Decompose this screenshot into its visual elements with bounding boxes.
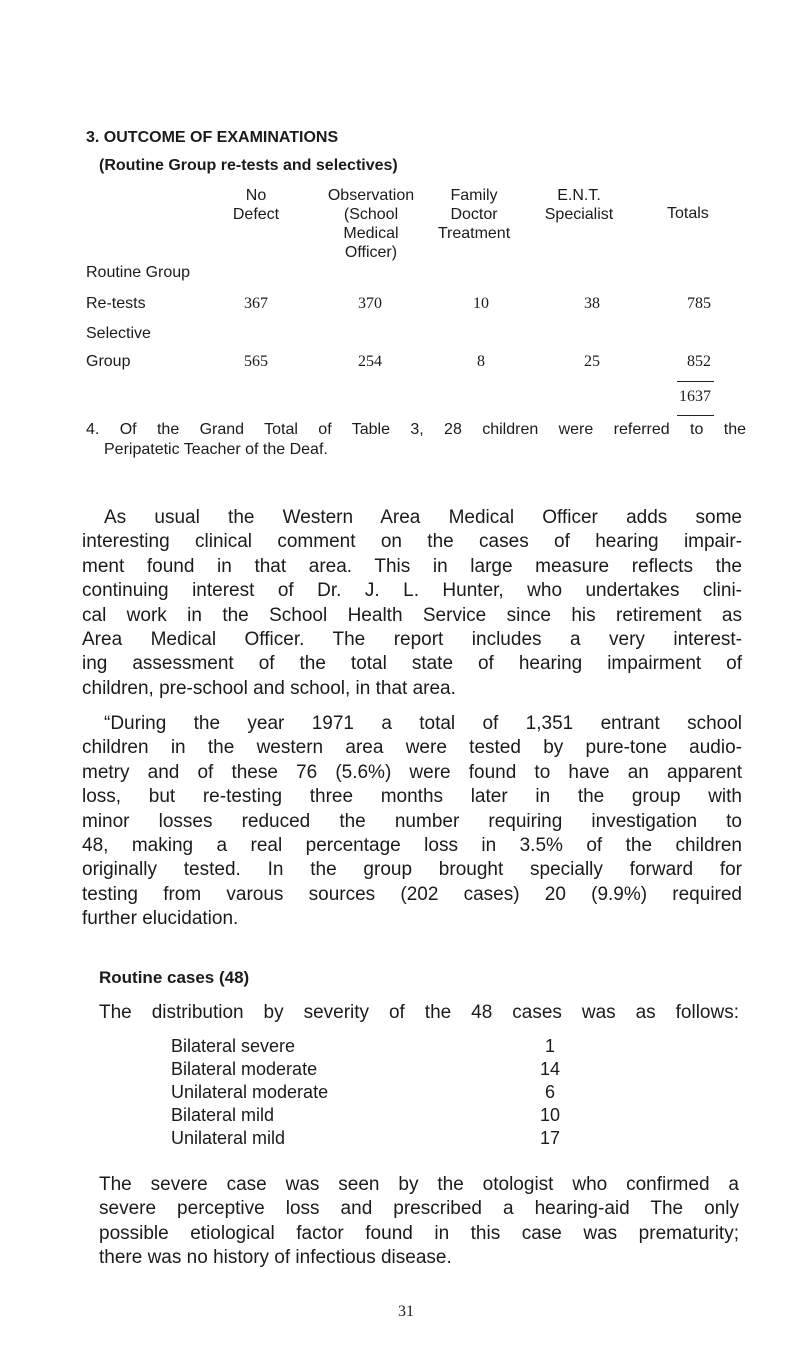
col-header-family-doctor — [419, 186, 529, 243]
text-line: children in the western area were tested by pure-tone audio- — [82, 737, 742, 759]
note-line: 4. Of the Grand Total of Table 3, 28 children were referred to the — [86, 421, 746, 438]
col-header-line: (School — [343, 206, 399, 223]
text-line: originally tested. In the group brought specially forward for — [82, 859, 742, 881]
text-line: children, pre-school and school, in that area. — [82, 677, 456, 699]
section-subheading: (Routine Group re-tests and selectives) — [99, 157, 398, 174]
text-line: interesting clinical comment on the cases of hearing impair- — [82, 531, 742, 553]
col-header-observation — [316, 186, 426, 262]
text-line: ing assessment of the total state of hearing impairment of — [82, 653, 742, 675]
col-header-line: No — [245, 187, 267, 204]
text-line: Area Medical Officer. The report includes a very interest- — [82, 629, 742, 651]
text-line: The severe case was seen by the otologist who confirmed a — [99, 1174, 739, 1195]
severity-count: 17 — [539, 1128, 561, 1148]
col-header-line: Defect — [232, 206, 280, 223]
cell-family-doctor: 10 — [473, 295, 489, 312]
cell-total: 785 — [687, 295, 711, 312]
text-line: 48, making a real percentage loss in 3.5% of the children — [82, 835, 742, 857]
text-line: further elucidation. — [82, 908, 239, 930]
cell-no-defect: 367 — [244, 295, 268, 312]
row-label: Re-tests — [86, 295, 146, 312]
text-line: “During the year 1971 a total of 1,351 entrant school — [104, 713, 742, 734]
severity-count: 10 — [539, 1105, 561, 1125]
paragraph-severe-case — [99, 1173, 739, 1271]
cell-ent-specialist: 38 — [584, 295, 600, 312]
text-line: testing from varous sources (202 cases) 20 (9.9%) required — [82, 883, 742, 905]
severity-count: 6 — [544, 1082, 555, 1102]
col-header-line: E.N.T. — [557, 187, 601, 204]
text-line: continuing interest of Dr. J. L. Hunter, who undertakes clini- — [82, 580, 742, 602]
text-line: cal work in the School Health Service since his retirement as — [82, 604, 742, 626]
grand-total: 1637 — [679, 388, 711, 405]
cell-observation: 370 — [358, 295, 382, 312]
text-line: loss, but re-testing three months later in the group with — [82, 786, 742, 808]
col-header-totals: Totals — [667, 205, 709, 222]
row-label: Group — [86, 353, 131, 370]
col-header-line: Specialist — [544, 206, 614, 223]
col-header-line: Officer) — [344, 244, 398, 261]
section-heading: 3. OUTCOME OF EXAMINATIONS — [86, 129, 339, 146]
total-rule-top — [677, 381, 714, 382]
text-line: ment found in that area. This in large measure reflects the — [82, 555, 742, 577]
page-number: 31 — [398, 1303, 414, 1320]
note-line: Peripatetic Teacher of the Deaf. — [104, 441, 328, 458]
col-header-no-defect — [216, 186, 296, 224]
cell-ent-specialist: 25 — [584, 353, 600, 370]
text-line: minor losses reduced the number requiring investigation to — [82, 810, 742, 832]
routine-cases-intro: The distribution by severity of the 48 cases was as follows: — [99, 1002, 739, 1023]
severity-label: Bilateral moderate — [171, 1059, 318, 1079]
severity-count: 1 — [544, 1036, 555, 1056]
total-rule-bottom — [677, 415, 714, 416]
text-line: As usual the Western Area Medical Officer adds some — [104, 507, 742, 528]
cell-family-doctor: 8 — [477, 353, 485, 370]
text-line: there was no history of infectious disease. — [99, 1247, 452, 1269]
routine-cases-heading: Routine cases (48) — [99, 968, 250, 987]
col-header-line: Observation — [327, 187, 415, 204]
severity-label: Unilateral mild — [171, 1128, 286, 1148]
cell-no-defect: 565 — [244, 353, 268, 370]
col-header-line: Treatment — [437, 225, 511, 242]
text-line: severe perceptive loss and prescribed a hearing-aid The only — [99, 1198, 739, 1220]
text-line: metry and of these 76 (5.6%) were found to have an apparent — [82, 761, 742, 783]
cell-total: 852 — [687, 353, 711, 370]
cell-observation: 254 — [358, 353, 382, 370]
row-header-routine-group: Routine Group — [86, 264, 191, 281]
paragraph-quotation — [82, 712, 742, 932]
severity-count: 14 — [539, 1059, 561, 1079]
severity-label: Bilateral mild — [171, 1105, 275, 1125]
col-header-line: Family — [450, 187, 498, 204]
paragraph-western-area — [82, 506, 742, 701]
col-header-line: Doctor — [450, 206, 498, 223]
text-line: possible etiological factor found in this case was prematurity; — [99, 1222, 739, 1244]
col-header-ent-specialist — [524, 186, 634, 224]
row-label: Selective — [86, 325, 151, 342]
severity-label: Unilateral moderate — [171, 1082, 329, 1102]
severity-label: Bilateral severe — [171, 1036, 296, 1056]
col-header-line: Medical — [343, 225, 399, 242]
